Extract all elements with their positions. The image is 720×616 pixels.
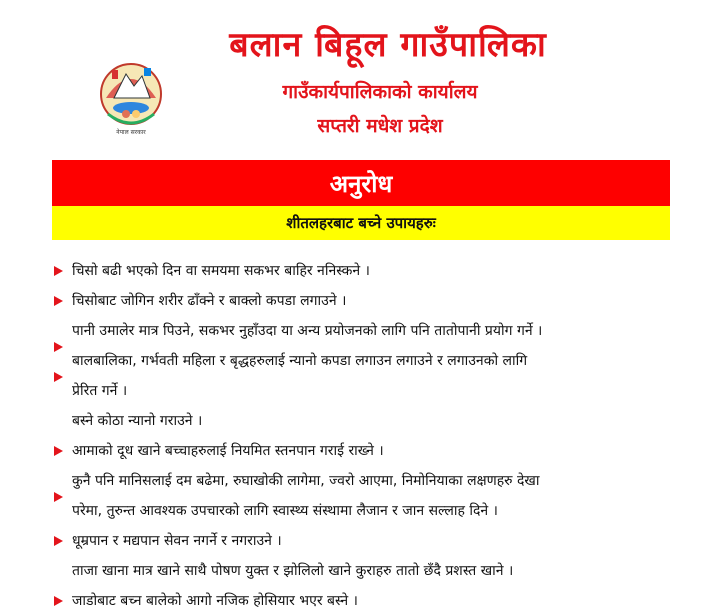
bullet-triangle-icon	[54, 596, 63, 606]
government-emblem	[96, 52, 166, 142]
notice-heading-text: अनुरोध	[329, 169, 393, 198]
page-title: बलान बिहूल गाउँपालिका	[229, 25, 547, 65]
list-item: जाडोबाट बच्न बालेको आगो नजिक होसियार भएर बस्ने ।	[50, 586, 705, 616]
precaution-list	[50, 256, 705, 616]
notice-subheading-text: शीतलहरबाट बच्ने उपायहरुः	[286, 214, 436, 232]
office-subtitle: गाउँकार्यपालिकाको कार्यालय	[282, 81, 478, 103]
list-item: बस्ने कोठा न्यानो गराउने ।	[72, 413, 203, 429]
list-item: कुनै पनि मानिसलाई दम बढेमा, रुघाखोकी लागेमा, ज्वरो आएमा, निमोनियाका लक्षणहरु देखा	[50, 466, 705, 496]
list-item: ताजा खाना मात्र खाने साथै पोषण युक्त र झोलिलो खाने कुराहरु तातो छँदै प्रशस्त खाने ।	[72, 563, 514, 579]
list-item: आमाको दूध खाने बच्चाहरुलाई नियमित स्तनपान गराई राख्ने ।	[50, 436, 705, 466]
list-item: धूम्रपान र मद्यपान सेवन नगर्ने र नगराउने ।	[50, 526, 705, 556]
list-item: बालबालिका, गर्भवती महिला र बृद्धहरुलाई न्यानो कपडा लगाउन लगाउने र लगाउनको लागि	[50, 346, 705, 376]
list-item: पानी उमालेर मात्र पिउने, सकभर नुहाँउदा या अन्य प्रयोजनको लागि पनि तातोपानी प्रयोग गर्ने ।	[50, 316, 705, 346]
bullet-triangle-icon	[54, 296, 63, 306]
list-item-continuation: परेमा, तुरुन्त आवश्यक उपचारको लागि स्वास्थ्य संस्थामा लैजान र जान सल्लाह दिने ।	[72, 503, 498, 519]
bullet-triangle-icon	[54, 266, 63, 276]
list-item-continuation: प्रेरित गर्ने ।	[72, 383, 128, 399]
bullet-triangle-icon	[54, 446, 63, 456]
bullet-triangle-icon	[54, 536, 63, 546]
emblem-caption: नेपाल सरकार	[116, 129, 146, 136]
list-item: चिसोबाट जोगिन शरीर ढाँक्ने र बाक्लो कपडा लगाउने ।	[50, 286, 705, 316]
notice-heading	[52, 160, 670, 206]
location-subtitle: सप्तरी मधेश प्रदेश	[317, 115, 443, 137]
list-item: चिसो बढी भएको दिन वा समयमा सकभर बाहिर ननिस्कने ।	[50, 256, 705, 286]
notice-subheading	[52, 206, 670, 240]
